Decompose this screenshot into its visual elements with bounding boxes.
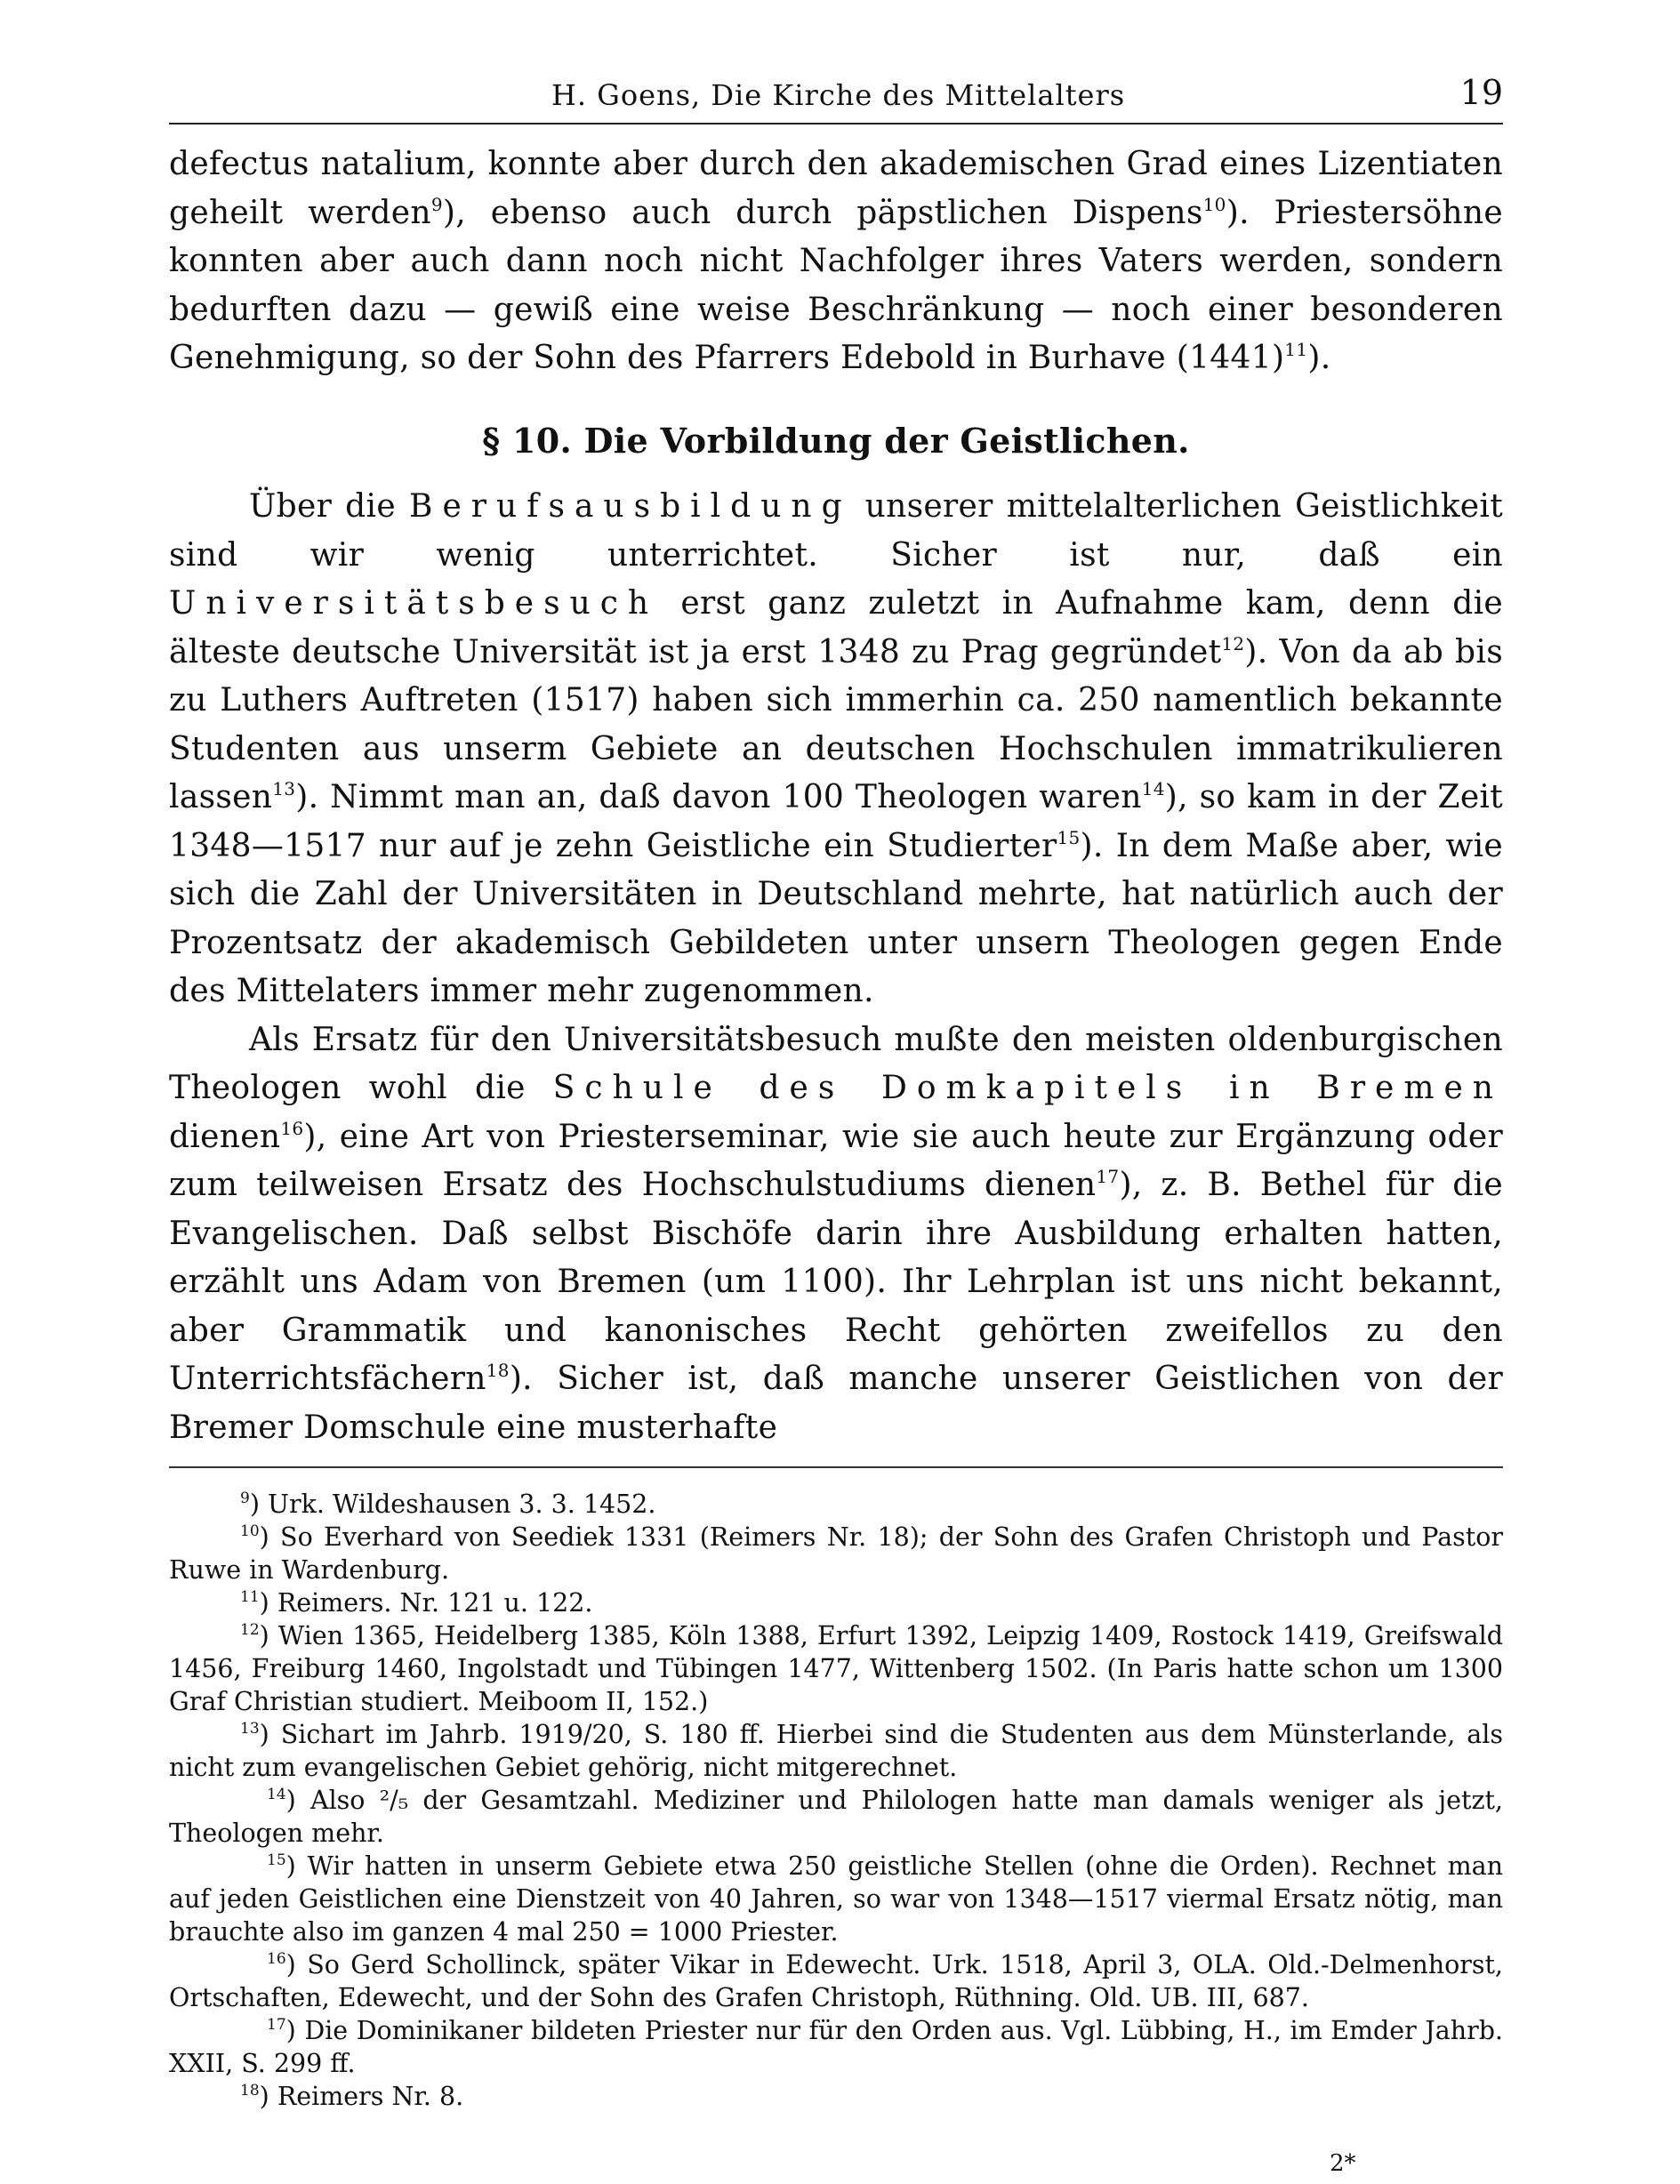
text-run: ). In dem Maße aber, wie sich die Zahl der Universitäten in Deutschland mehrte, hat natürlich auch der Prozentsatz der akademisch Gebildeten unter unsern Theologen gegen Ende des Mittelaters immer mehr zugenommen. xyxy=(169,827,1503,1009)
footnote-ref: 13 xyxy=(272,778,296,799)
page-number: 19 xyxy=(1459,73,1503,112)
section-heading: § 10. Die Vorbildung der Geistlichen. xyxy=(482,420,1190,461)
text-run: unserer mittelalterlichen Geistlichkeit sind wir wenig unterrichtet. Sicher ist nur, daß ein xyxy=(169,488,1503,574)
spaced-emphasis: Berufsausbildung xyxy=(409,488,852,525)
footnote-15 xyxy=(169,1850,1503,1948)
text-run: ), z. B. Bethel für die Evangelischen. Daß selbst Bischöfe darin ihre Ausbildung erhalten hatten, erzählt uns Adam von Bremen (um 1100). Ihr Lehrplan ist uns nicht bekannt, aber Grammatik und kanonisches Recht gehörten zweifellos zu den Unterrichtsfächern xyxy=(169,1167,1503,1397)
footnote-number: 16 xyxy=(267,1950,286,1968)
footnote-number: 9 xyxy=(240,1489,250,1507)
footnote-ref: 15 xyxy=(1057,826,1081,848)
footnote-text: ) Reimers Nr. 8. xyxy=(259,2082,464,2111)
text-run: ). Priestersöhne konnten aber auch dann noch nicht Nachfolger ihres Vaters werden, sondern bedurften dazu — gewiß eine weise Beschränkung — noch einer besonderen Genehmigung, so der Sohn des Pfarrers Edebold in Burhave (1441) xyxy=(169,194,1503,376)
footnote-text: ) So Everhard von Seediek 1331 (Reimers Nr. 18); der Sohn des Grafen Christoph und Pastor Ruwe in Wardenburg. xyxy=(169,1522,1503,1585)
footnote-ref: 12 xyxy=(1221,632,1245,654)
footnote-text: ) Sichart im Jahrb. 1919/20, S. 180 ff. Hierbei sind die Studenten aus dem Münsterlande, als nicht zum evangelischen Gebiet gehörig, nicht mitgerechnet. xyxy=(169,1720,1503,1782)
footnote-ref: 14 xyxy=(1141,778,1165,799)
text-run: ), so kam in der Zeit 1348—1517 nur auf je zehn Geistliche ein Studierter xyxy=(169,779,1503,864)
footnote-ref: 9 xyxy=(430,193,443,215)
text-run: Als Ersatz für den Universitätsbesuch mußte den meisten oldenburgischen Theologen wohl die xyxy=(169,1021,1503,1106)
footnote-number: 14 xyxy=(267,1786,286,1803)
footnote-12 xyxy=(169,1619,1503,1718)
footnote-text: ) So Gerd Schollinck, später Vikar in Edewecht. Urk. 1518, April 3, OLA. Old.-Delmenhorst, Ortschaften, Edewecht, und der Sohn des Grafen Christoph, Rüthning. Old. UB. III, 687. xyxy=(169,1950,1503,2012)
footnote-10 xyxy=(169,1521,1503,1586)
text-run: ). Sicher ist, daß manche unserer Geistlichen von der Bremer Domschule eine musterhafte xyxy=(169,1361,1503,1446)
text-run: ). Nimmt man an, daß davon 100 Theologen waren xyxy=(295,779,1142,815)
text-run: ), ebenso auch durch päpstlichen Dispens xyxy=(442,194,1203,231)
footnote-ref: 10 xyxy=(1202,193,1226,215)
footnote-18 xyxy=(169,2080,1503,2113)
footnote-text: ) Reimers. Nr. 121 u. 122. xyxy=(259,1588,593,1618)
footnote-ref: 11 xyxy=(1284,339,1308,360)
document-page xyxy=(169,69,1503,2113)
footnote-ref: 16 xyxy=(280,1117,304,1139)
footnote-number: 11 xyxy=(240,1588,260,1606)
footnote-text: ) Wien 1365, Heidelberg 1385, Köln 1388, Erfurt 1392, Leipzig 1409, Rostock 1419, Greifswald 1456, Freiburg 1460, Ingolstadt und Tübingen 1477, Wittenberg 1502. (In Paris hatte schon um 1300 Graf Christian studiert. Meiboom II, 152.) xyxy=(169,1621,1503,1716)
footnote-number: 10 xyxy=(240,1522,260,1540)
paragraph-1 xyxy=(169,141,1503,383)
text-run: dienen xyxy=(169,1118,281,1155)
text-run: ). Von da ab bis zu Luthers Auftreten (1517) haben sich immerhin ca. 250 namentlich bekannte Studenten aus unserm Gebiete an deutschen Hochschulen immatrikulieren lassen xyxy=(169,633,1503,815)
text-run: Über die xyxy=(249,488,409,525)
footnote-number: 15 xyxy=(267,1851,286,1869)
footnotes xyxy=(169,1488,1503,2113)
footnote-text: ) Urk. Wildeshausen 3. 3. 1452. xyxy=(249,1489,656,1519)
text-run: ), eine Art von Priesterseminar, wie sie auch heute zur Ergänzung oder zum teilweisen Ersatz des Hochschulstudiums dienen xyxy=(169,1118,1503,1203)
spaced-emphasis: Universitätsbesuch xyxy=(169,585,659,622)
footnote-11 xyxy=(169,1586,1503,1619)
footnote-9 xyxy=(169,1488,1503,1521)
footnote-number: 12 xyxy=(240,1621,260,1639)
footnote-17 xyxy=(169,2014,1503,2080)
text-run: ). xyxy=(1307,340,1331,376)
footnote-number: 17 xyxy=(267,2016,286,2034)
footnote-16 xyxy=(169,1948,1503,2014)
footnote-14 xyxy=(169,1784,1503,1850)
text-run: defectus natalium, konnte aber durch den akademischen Grad eines Lizentiaten geheilt werden xyxy=(169,146,1503,231)
footnote-ref: 18 xyxy=(486,1360,510,1381)
footnote-text: ) Also ²/₅ der Gesamtzahl. Mediziner und Philologen hatte man damals weniger als jetzt, Theologen mehr. xyxy=(169,1786,1503,1848)
footnote-divider xyxy=(169,1466,1503,1468)
footnote-number: 13 xyxy=(240,1720,260,1738)
text-run: erst ganz zuletzt in Aufnahme kam, denn die älteste deutsche Universität ist ja erst 1348 zu Prag gegründet xyxy=(169,585,1503,670)
body-text xyxy=(169,141,1503,1452)
signature-mark: 2* xyxy=(1330,2150,1356,2177)
running-title: H. Goens, Die Kirche des Mittelalters xyxy=(551,78,1126,112)
footnote-13 xyxy=(169,1718,1503,1784)
footnote-text: ) Die Dominikaner bildeten Priester nur für den Orden aus. Vgl. Lübbing, H., im Emder Jahrb. XXII, S. 299 ff. xyxy=(169,2016,1503,2078)
spaced-emphasis: Schule des Domkapitels in Bremen xyxy=(552,1070,1503,1106)
paragraph-2 xyxy=(169,483,1503,1016)
footnote-number: 18 xyxy=(240,2082,260,2100)
paragraph-3 xyxy=(169,1016,1503,1453)
footnote-text: ) Wir hatten in unserm Gebiete etwa 250 geistliche Stellen (ohne die Orden). Rechnet man auf jeden Geistlichen eine Dienstzeit von 40 Jahren, so war von 1348—1517 viermal Ersatz nötig, man brauchte also im ganzen 4 mal 250 = 1000 Priester. xyxy=(169,1851,1503,1947)
page-header xyxy=(169,69,1503,124)
footnote-ref: 17 xyxy=(1096,1166,1120,1187)
